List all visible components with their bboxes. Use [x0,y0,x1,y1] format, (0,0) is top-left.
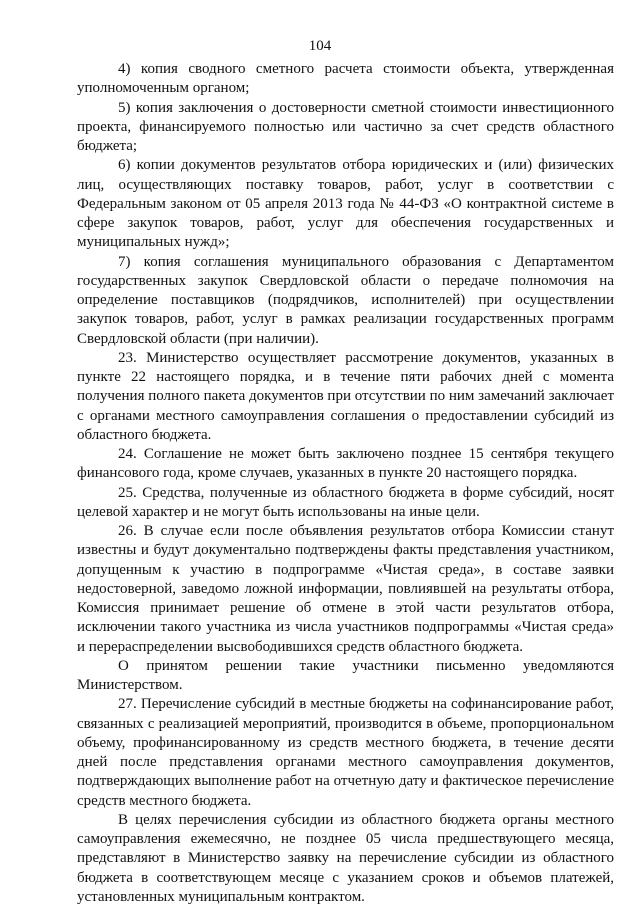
paragraph-clause-27: 27. Перечисление субсидий в местные бюджеты на софинансирование работ, связанных с реализацией мероприятий, производится в объеме, пропорциональном объему, профинансированному из средств местного бюджета, в течение десяти дней после представления органами местного самоуправления документов, подтверждающих выполнение работ на отчетную дату и фактическое перечисление средств местного бюджета. [77,696,614,809]
paragraph-item-7: 7) копия соглашения муниципального образования с Департаментом государственных закупок Свердловской области о передаче полномочия на определение поставщиков (подрядчиков, исполнителей) при осуществлении закупок товаров, работ, услуг в рамках реализации государственных программ Свердловской области (при наличии). [77,253,614,347]
paragraph-clause-26: 26. В случае если после объявления результатов отбора Комиссии станут известны и будут документально подтверждены факты представления участником, допущенным к участию в подпрограмме «Чистая среда», в составе заявки недостоверной, заведомо ложной информации, повлиявшей на результаты отбора, Комиссия принимает решение об отмене в этой части результатов отбора, исключении такого участника из числа участников подпрограммы «Чистая среда» и перераспределении высвободившихся средств областного бюджета. [77,523,614,655]
page-number: 104 [308,38,332,54]
paragraph-item-6: 6) копии документов результатов отбора юридических и (или) физических лиц, осуществляющих поставку товаров, работ, услуг в соответствии с Федеральным законом от 05 апреля 2013 года № 44-ФЗ «О контрактной системе в сфере закупок товаров, работ, услуг для обеспечения государственных и муниципальных нужд»; [77,157,614,251]
paragraph-item-4: 4) копия сводного сметного расчета стоимости объекта, утвержденная уполномоченным органом; [77,61,614,97]
paragraph-notification: О принятом решении такие участники письменно уведомляются Министерством. [77,657,614,693]
paragraph-item-5: 5) копия заключения о достоверности сметной стоимости инвестиционного проекта, финансируемого полностью или частично за счет средств областного бюджета; [77,99,614,154]
paragraph-clause-25: 25. Средства, полученные из областного бюджета в форме субсидий, носят целевой характер и не могут быть использованы на иные цели. [77,484,614,520]
paragraph-transfer-request: В целях перечисления субсидии из областного бюджета органы местного самоуправления ежемесячно, не позднее 05 числа предшествующего месяца, представляют в Министерство заявку на перечисление субсидии из областного бюджета в соответствующем месяце с указанием сроков и объемов платежей, установленных муниципальным контрактом. [77,811,614,905]
paragraph-clause-23: 23. Министерство осуществляет рассмотрение документов, указанных в пункте 22 настоящего порядка, и в течение пяти рабочих дней с момента получения полного пакета документов при отсутствии по ним замечаний заключает с органами местного самоуправления соглашения о предоставлении субсидий из областного бюджета. [77,349,614,443]
document-body [77,60,614,907]
paragraph-clause-24: 24. Соглашение не может быть заключено позднее 15 сентября текущего финансового года, кроме случаев, указанных в пункте 20 настоящего порядка. [77,446,614,482]
